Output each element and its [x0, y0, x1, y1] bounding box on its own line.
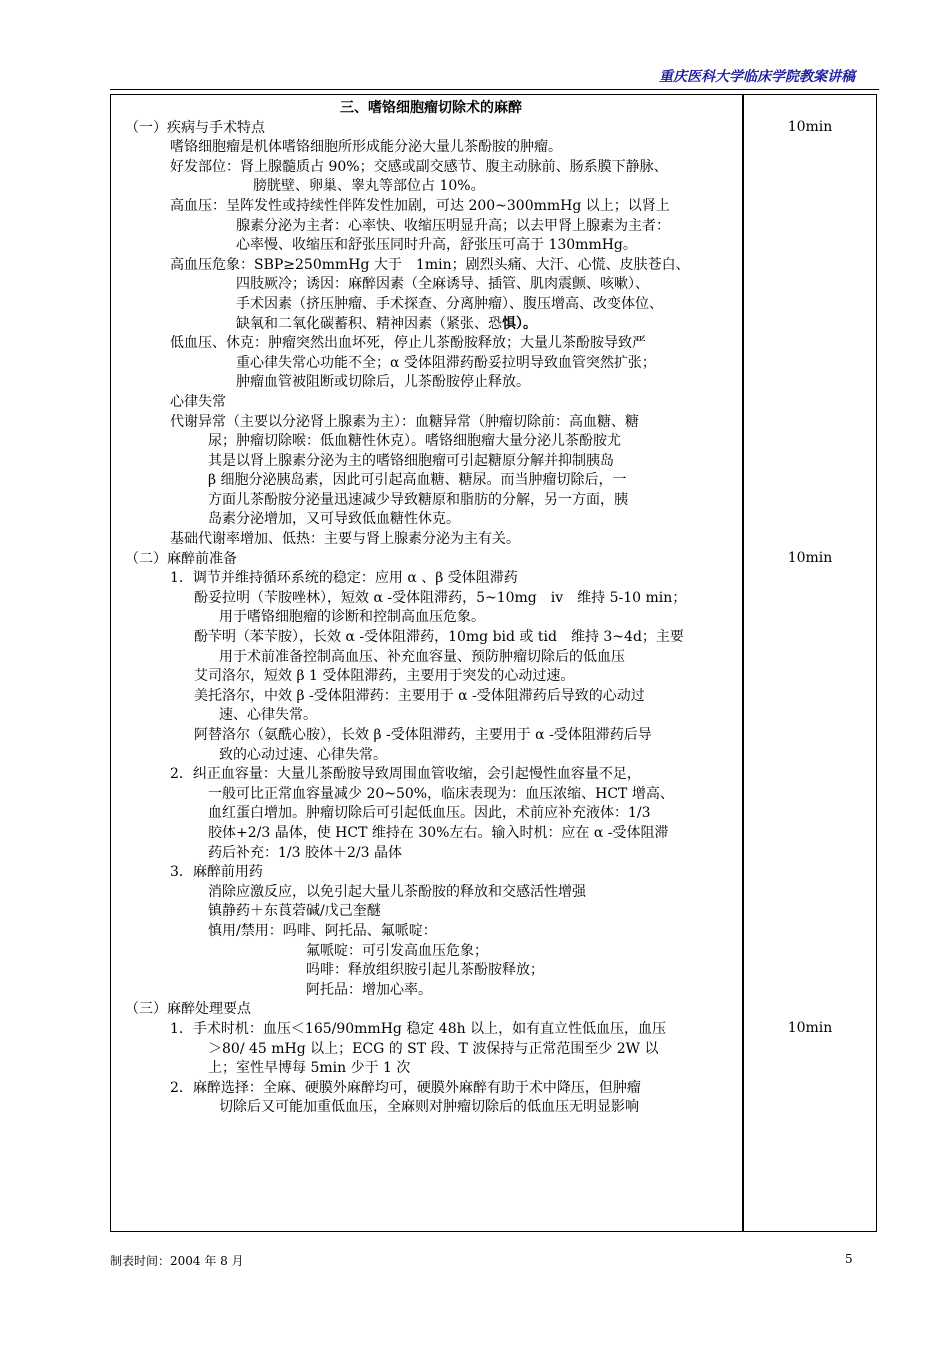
text-line: 致的心动过速、心律失常。	[219, 746, 387, 763]
text-line: 酚苄明（苯苄胺），长效 α -受体阻滞药，10mg bid 或 tid 维持 3~4d；主要	[194, 629, 684, 646]
text-line: 重心律失常心功能不全；α 受体阻滞药酚妥拉明导致血管突然扩张；	[236, 354, 656, 371]
text-line: 高血压危象：SBP≥250mmHg 大于 1min；剧烈头痛、大汗、心慌、皮肤苍白、	[170, 256, 690, 273]
text-line: 血红蛋白增加。肿瘤切除后可引起低血压。因此，术前应补充液体：1/3	[208, 805, 651, 822]
text-line: 1．调节并维持循环系统的稳定：应用 α 、β 受体阻滞药	[170, 570, 518, 587]
page-number: 5	[845, 1252, 853, 1266]
text-line: 胶体+2/3 晶体，使 HCT 维持在 30%左右。输入时机：应在 α -受体阻滞	[208, 824, 669, 841]
text-line: 低血压、休克：肿瘤突然出血坏死，停止儿茶酚胺释放；大量儿茶酚胺导致严	[170, 335, 646, 352]
text-line: 尿；肿瘤切除喉：低血糖性休克）。嗜铬细胞瘤大量分泌儿茶酚胺尤	[208, 433, 621, 450]
text-line: 切除后又可能加重低血压，全麻则对肿瘤切除后的低血压无明显影响	[219, 1099, 639, 1116]
text-line: 2．纠正血容量：大量儿茶酚胺导致周围血管收缩，会引起慢性血容量不足，	[170, 766, 641, 783]
text-line: 腺素分泌为主者：心率快、收缩压明显升高；以去甲肾上腺素为主者：	[236, 217, 670, 234]
text-line: （三）麻醉处理要点	[125, 1001, 251, 1018]
text-line: 一般可比正常血容量减少 20~50%，临床表现为：血压浓缩、HCT 增高、	[208, 785, 674, 802]
text-line: 氟哌啶：可引发高血压危象；	[306, 942, 488, 959]
text-line: 2．麻醉选择：全麻、硬膜外麻醉均可，硬膜外麻醉有助于术中降压，但肿瘤	[170, 1079, 641, 1096]
text-line: 基础代谢率增加、低热：主要与肾上腺素分泌为主有关。	[170, 531, 520, 548]
text-line: （一）疾病与手术特点	[125, 119, 265, 136]
text-line: ＞80/ 45 mHg 以上；ECG 的 ST 段、T 波保持与正常范围至少 2W 以	[208, 1040, 659, 1057]
text-line: 镇静药＋东莨菪碱/戊己奎醚	[208, 903, 381, 920]
text-line: 药后补充：1/3 胶体＋2/3 晶体	[208, 844, 402, 861]
text-line: 方面儿茶酚胺分泌量迅速减少导致糖原和脂肪的分解，另一方面，胰	[208, 491, 628, 508]
text-line: 嗜铬细胞瘤是机体嗜铬细胞所形成能分泌大量儿茶酚胺的肿瘤。	[170, 139, 562, 156]
text-line: 美托洛尔，中效 β -受体阻滞药：主要用于 α -受体阻滞药后导致的心动过	[194, 687, 645, 704]
text-line: 心率慢、收缩压和舒张压同时升高，舒张压可高于 130mmHg。	[236, 237, 637, 254]
text-line: （二）麻醉前准备	[125, 550, 237, 567]
text-line: β 细胞分泌胰岛素，因此可引起高血糖、糖尿。而当肿瘤切除后，一	[208, 472, 627, 489]
text-line: 上；室性早博每 5min 少于 1 次	[208, 1060, 411, 1077]
text-line: 艾司洛尔，短效 β 1 受体阻滞药，主要用于突发的心动过速。	[194, 668, 575, 685]
text-line: 心律失常	[170, 393, 226, 410]
text-line: 四肢厥冷；诱因：麻醉因素（全麻诱导、插管、肌肉震颤、咳嗽）、	[236, 276, 649, 293]
header-title: 重庆医科大学临床学院教案讲稿	[659, 69, 855, 85]
text-line: 好发部位：肾上腺髓质占 90%；交感或副交感节、腹主动脉前、肠系膜下静脉、	[170, 158, 668, 175]
lecture-content	[125, 99, 737, 1118]
text-line: 消除应激反应，以免引起大量儿茶酚胺的释放和交感活性增强	[208, 883, 586, 900]
text-line: 岛素分泌增加，又可导致低血糖性休克。	[208, 511, 460, 528]
footer-date: 制表时间：2004 年 8 月	[110, 1254, 244, 1268]
text-line: 肿瘤血管被阻断或切除后，儿茶酚胺停止释放。	[236, 374, 530, 391]
text-line: 速、心律失常。	[219, 707, 317, 724]
text-line: 用于术前准备控制高血压、补充血容量、预防肿瘤切除后的低血压	[219, 648, 625, 665]
text-line: 高血压：呈阵发性或持续性伴阵发性加剧，可达 200~300mmHg 以上；以肾上	[170, 197, 670, 214]
text-line: 酚妥拉明（苄胺唑林），短效 α -受体阻滞药，5~10mg iv 维持 5-10 min；	[194, 589, 687, 606]
text-line: 膀胱壁、卵巢、睾丸等部位占 10%。	[253, 178, 485, 195]
text-line: 手术因素（挤压肿瘤、手术探查、分离肿瘤）、腹压增高、改变体位、	[236, 295, 663, 312]
text-line: 缺氧和二氧化碳蓄积、精神因素（紧张、恐惧）。	[236, 315, 537, 332]
text-line: 用于嗜铬细胞瘤的诊断和控制高血压危象。	[219, 609, 485, 626]
text-line: 3．麻醉前用药	[170, 864, 263, 881]
text-line: 吗啡：释放组织胺引起儿茶酚胺释放；	[306, 962, 544, 979]
text-line: 代谢异常（主要以分泌肾上腺素为主）：血糖异常（肿瘤切除前：高血糖、糖	[170, 413, 639, 430]
time-label: 10min	[787, 118, 833, 135]
text-line: 阿替洛尔（氨酰心胺），长效 β -受体阻滞药，主要用于 α -受体阻滞药后导	[194, 727, 652, 743]
text-line: 慎用/禁用：吗啡、阿托品、氟哌啶：	[208, 922, 437, 939]
time-label: 10min	[787, 549, 833, 566]
text-line: 1．手术时机：血压＜165/90mmHg 稳定 48h 以上，如有直立性低血压，血压	[170, 1020, 667, 1037]
column-divider	[742, 94, 744, 1232]
section-title: 三、嗜铬细胞瘤切除术的麻醉	[340, 100, 522, 116]
time-label: 10min	[787, 1020, 833, 1037]
text-line: 阿托品：增加心率。	[306, 981, 432, 998]
text-line: 其是以肾上腺素分泌为主的嗜铬细胞瘤可引起糖原分解并抑制胰岛	[208, 452, 614, 469]
header-rule	[110, 89, 879, 90]
